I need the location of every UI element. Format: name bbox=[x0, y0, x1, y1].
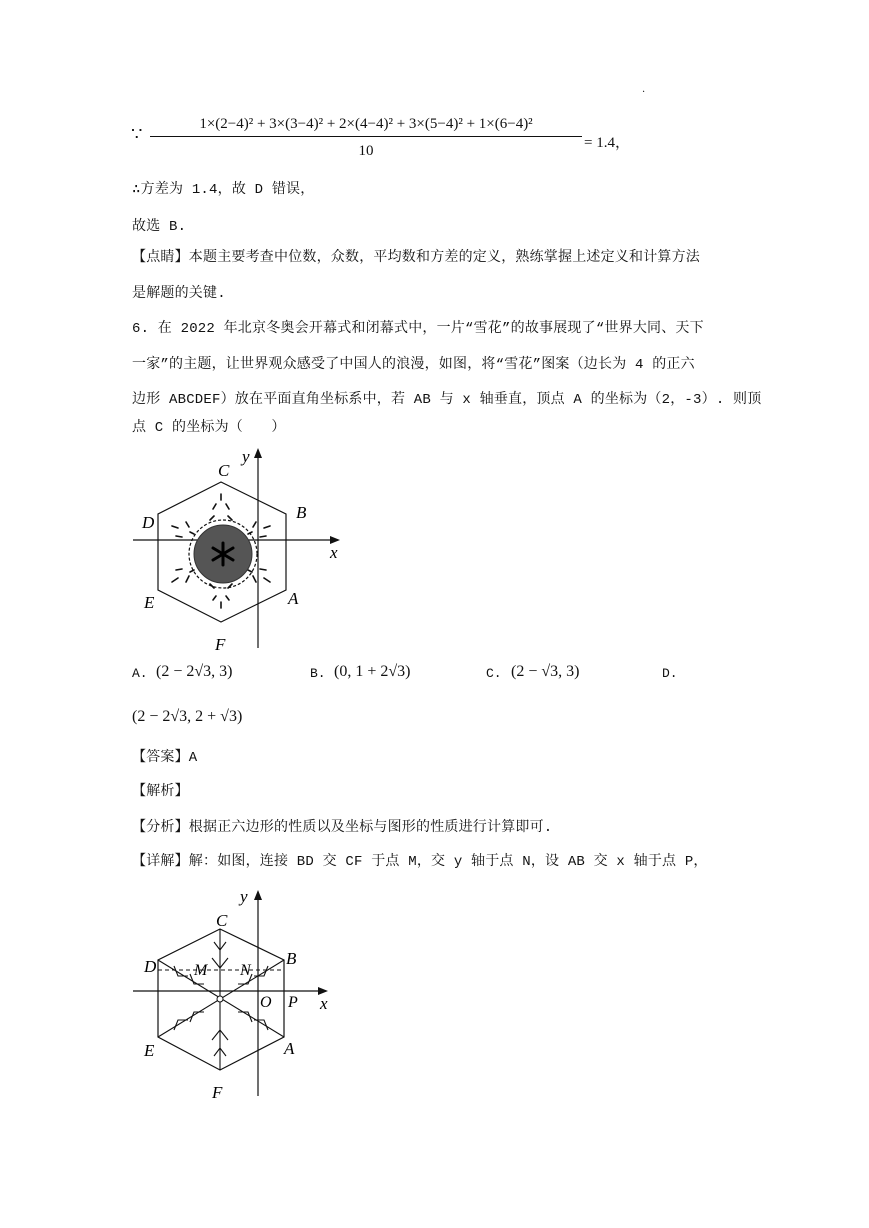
snowflake-solution-figure bbox=[130, 880, 360, 1102]
label-N: N bbox=[240, 962, 251, 979]
label-O: O bbox=[260, 994, 272, 1011]
answer-line: 【答案】A bbox=[132, 750, 198, 766]
choose-line: 故选 B. bbox=[132, 219, 187, 235]
option-d-label: D. bbox=[662, 666, 678, 681]
option-c-label: C. bbox=[486, 666, 502, 681]
label-B: B bbox=[296, 503, 307, 522]
variance-fraction bbox=[150, 116, 582, 160]
label-D: D bbox=[144, 957, 157, 976]
comment-line-1: 【点睛】本题主要考查中位数，众数，平均数和方差的定义，熟练掌握上述定义和计算方法 bbox=[132, 250, 700, 266]
label-C: C bbox=[218, 461, 230, 480]
fraction-bar bbox=[150, 136, 582, 137]
snowflake-figure bbox=[128, 442, 358, 654]
label-x: x bbox=[330, 543, 338, 562]
analysis-line: 【分析】根据正六边形的性质以及坐标与图形的性质进行计算即可. bbox=[132, 820, 553, 836]
option-c-value: (2 − √3, 3) bbox=[511, 663, 580, 680]
fraction-result: = 1.4， bbox=[584, 135, 630, 151]
label-C: C bbox=[216, 911, 228, 930]
label-B: B bbox=[286, 949, 297, 968]
label-P: P bbox=[288, 994, 298, 1011]
option-b-label: B. bbox=[310, 666, 326, 681]
label-A: A bbox=[288, 589, 299, 608]
option-a-label: A. bbox=[132, 666, 148, 681]
analysis-title: 【解析】 bbox=[132, 784, 189, 800]
label-F: F bbox=[212, 1083, 223, 1102]
option-a-value: (2 − 2√3, 3) bbox=[156, 663, 233, 680]
header-dot: . bbox=[642, 84, 646, 95]
option-d-value: (2 − 2√3, 2 + √3) bbox=[132, 708, 243, 725]
question-6-line-2: 一家”的主题，让世界观众感受了中国人的浪漫，如图，将“雪花”图案（边长为 4 的正六 bbox=[132, 357, 695, 373]
label-E: E bbox=[144, 593, 155, 612]
label-y: y bbox=[240, 887, 248, 906]
variance-line: ∴方差为 1.4，故 D 错误， bbox=[132, 182, 315, 198]
comment-line-2: 是解题的关键. bbox=[132, 286, 226, 302]
label-D: D bbox=[142, 513, 155, 532]
label-E: E bbox=[144, 1041, 155, 1060]
fraction-numerator: 1×(2−4)² + 3×(3−4)² + 2×(4−4)² + 3×(5−4)² + 1×(6−4)² bbox=[199, 116, 533, 132]
detail-line: 【详解】解：如图，连接 BD 交 CF 于点 M，交 y 轴于点 N，设 AB 交 x 轴于点 P， bbox=[132, 854, 708, 870]
label-M: M bbox=[194, 962, 208, 979]
question-6-line-1: 6. 在 2022 年北京冬奥会开幕式和闭幕式中，一片“雪花”的故事展现了“世界大同、天下 bbox=[132, 321, 704, 337]
option-b-value: (0, 1 + 2√3) bbox=[334, 663, 411, 680]
because-symbol: ∵ bbox=[131, 124, 143, 144]
label-F: F bbox=[215, 635, 226, 654]
fraction-denominator: 10 bbox=[358, 143, 374, 159]
question-6-line-3: 边形 ABCDEF）放在平面直角坐标系中，若 AB 与 x 轴垂直，顶点 A 的坐标为（2，-3）. 则顶 bbox=[132, 392, 762, 408]
label-A: A bbox=[284, 1039, 295, 1058]
label-y: y bbox=[242, 447, 250, 466]
label-x: x bbox=[320, 994, 328, 1013]
question-6-line-4: 点 C 的坐标为（ ） bbox=[132, 420, 286, 436]
